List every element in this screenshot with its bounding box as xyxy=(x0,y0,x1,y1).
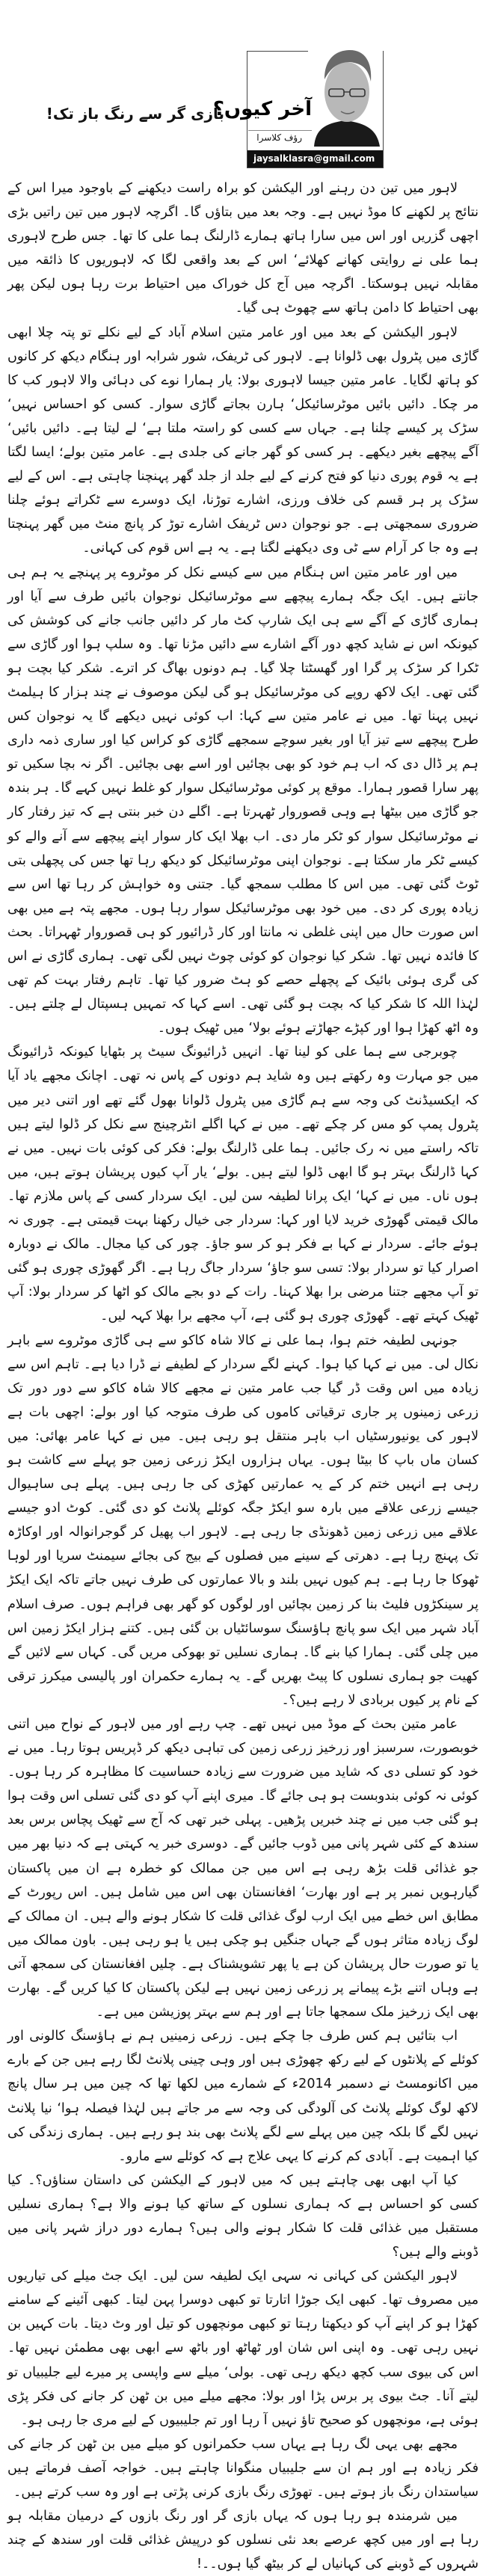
author-photo xyxy=(308,46,383,147)
article-paragraph: میں اور عامر متین اس ہنگام میں سے کیسے نکل کر موٹروے پر پہنچے یہ ہم ہی جانتے ہیں۔ ایک جگہ ہمارے پیچھے سے موٹرسائیکل نوجوان بائیں طرف سے آیا اور ہماری گاڑی کے آگے سے ہی ایک شارپ کٹ مار کر دائیں جانب جانے کی کوشش کی کیونکہ اس نے شاید کچھ دور آگے اشارے سے دائیں مڑنا تھا۔ وہ سلپ ہوا اور گاڑی سے ٹکرا کر سڑک پر گرا اور گھسٹتا چلا گیا۔ ہم دونوں بھاگ کر اترے۔ شکر کیا بچت ہو گئی تھی۔ ایک لاکھ روپے کی موٹرسائیکل ہو گی لیکن موصوف نے چند ہزار کا ہیلمٹ نہیں پہنا تھا۔ میں نے عامر متین سے کہا: اب کوئی نہیں دیکھے گا یہ نوجوان کس طرح پیچھے سے تیز آیا اور بغیر سوچے سمجھے گاڑی کو کراس کیا اور ساری ذمہ داری ہم پر ڈال دی کہ اب ہم خود کو بھی بچائیں اور اسے بھی بچائیں۔ اگر نہ بچا سکیں تو پھر سارا قصور ہمارا۔ موقع پر کوئی موٹرسائیکل سوار کو غلط نہیں کہے گا۔ ہر بندہ جو گاڑی میں بیٹھا ہے وہی قصوروار ٹھہرتا ہے۔ اگلے دن خبر بنتی ہے کہ تیز رفتار کار نے موٹرسائیکل سوار کو ٹکر مار دی۔ اب بھلا ایک کار سوار اپنے پیچھے سے آنے والے کو کیسے ٹکر مار سکتا ہے۔ نوجوان اپنی موٹرسائیکل کو دیکھ رہا تھا جس کی پچھلی بتی ٹوٹ گئی تھی۔ میں اس کا مطلب سمجھ گیا۔ جتنی وہ خواہش کر رہا تھا اس سے زیادہ پوری کر دی۔ میں خود بھی موٹرسائیکل سوار رہا ہوں۔ مجھے پتہ ہے میں بھی اس صورت حال میں اپنی غلطی نہ مانتا اور کار ڈرائیور کو ہی قصوروار ٹھہراتا۔ بحث کا فائدہ نہیں تھا۔ شکر کیا نوجوان کو کوئی چوٹ نہیں لگی تھی۔ ہماری گاڑی نے اس کی گری ہوئی بائیک کے پچھلے حصے کو ہٹ ضرور کیا تھا۔ تاہم رفتار بہت کم تھی لہٰذا اللہ کا شکر کیا کہ بچت ہو گئی تھی۔ اسے کہا کہ تمہیں ہسپتال لے چلتے ہیں۔ وہ اٹھ کھڑا ہوا اور کپڑے جھاڑتے ہوئے بولا‘ میں ٹھیک ہوں۔ xyxy=(7,565,479,1036)
article-paragraph: اب بتائیں ہم کس طرف جا چکے ہیں۔ زرعی زمینیں ہم نے ہاؤسنگ کالونی اور کوئلے کے پلانٹوں کے لیے رکھ چھوڑی ہیں اور وہی چینی پلانٹ لگا رہے ہیں جن کے بارے میں اکانومسٹ نے دسمبر 2014ء کے شمارے میں لکھا تھا کہ چین میں ہر سال پانچ لاکھ لوگ کوئلے پلانٹ کی آلودگی کی وجہ سے مر جاتے ہیں لہٰذا فیصلہ ہوا‘ نیا پلانٹ نہیں لگے گا بلکہ چین میں پہلے سے لگے پلانٹ بھی بند ہو رہے ہیں۔ ہماری زندگی کی کیا اہمیت ہے۔ آبادی کم کرنے کا یہی علاج ہے کہ کوئلے سے مارو۔ xyxy=(7,2029,479,2164)
article-paragraph: مجھے بھی یہی لگ رہا ہے یہاں سب حکمرانوں کو میلے میں بن ٹھن کر جانے کی فکر زیادہ ہے اور ہم ان سے جلیبیاں منگوانا چاہتے ہیں۔ خواجہ آصف فرماتے ہیں سیاستدان رنگ باز ہوتے ہیں۔ تھوڑی رنگ بازی کرنی پڑتی ہے اور وہ سب کرتے ہیں۔ xyxy=(7,2436,479,2500)
article-paragraph: چوبرجی سے ہما علی کو لینا تھا۔ انہیں ڈرائیونگ سیٹ پر بٹھایا کیونکہ ڈرائیونگ میں جو مہارت وہ رکھتے ہیں وہ شاید ہم دونوں کے پاس نہ تھی۔ اچانک مجھے یاد آیا کہ ایکسیڈنٹ کی وجہ سے ہم گاڑی میں پٹرول ڈلوانا بھول گئے تھے اور اتنی دیر میں پٹرول پمپ کو مس کر چکے تھے۔ میں نے کہا اگلے انٹرچینج سے نکل کر ڈلوا لیتے ہیں تاکہ راستے میں نہ رک جائیں۔ ہما علی ڈارلنگ بولے: فکر کی کوئی بات نہیں۔ میں نے کہا ڈارلنگ بہتر ہو گا ابھی ڈلوا لیتے ہیں۔ بولے‘ یار آپ کیوں پریشان ہوتے ہیں، میں ہوں ناں۔ میں نے کہا‘ ایک پرانا لطیفہ سن لیں۔ ایک سردار کسی کے پاس ملازم تھا۔ مالک قیمتی گھوڑی خرید لایا اور کہا: سردار جی خیال رکھنا بہت قیمتی ہے۔ چوری نہ ہوئے جائے۔ سردار نے کہا بے فکر ہو کر سو جاؤ۔ چور کی کیا مجال۔ مالک نے دوبارہ اصرار کیا تو سردار بولا: تسی سو جاؤ‘ سردار جاگ رہا ہے۔ اگر گھوڑی چوری ہو گئی تو آپ مجھے جتنا مرضی برا بھلا کہنا۔ رات کے دو بجے مالک کو اٹھا کر سردار بولا: آپ ٹھیک کہتے تھے۔ گھوڑی چوری ہو گئی ہے، آپ مجھے برا بھلا کہہ لیں۔ xyxy=(7,1045,479,1324)
author-name: رؤف کلاسرا xyxy=(256,132,302,143)
author-email[interactable]: jaysalklasra@gmail.com xyxy=(247,150,383,167)
article-headline: بازی گر سے رنگ باز تک! xyxy=(46,105,224,123)
article-paragraph: جونہی لطیفہ ختم ہوا، ہما علی نے کالا شاہ کاکو سے ہی گاڑی موٹروے سے باہر نکال لی۔ میں نے کہا کیا ہوا۔ کہنے لگے سردار کے لطیفے نے ڈرا دیا ہے۔ تاہم اس سے زیادہ میں اس وقت ڈر گیا جب عامر متین نے مجھے کالا شاہ کاکو سے دور دور تک زرعی زمینوں پر جاری ترقیاتی کاموں کی طرف متوجہ کیا اور بولے: اچھی بات ہے لاہور کی یونیورسٹیاں اب باہر منتقل ہو رہی ہیں۔ میں نے کہا عامر بھائی: میں کسان ماں باپ کا بیٹا ہوں۔ یہاں ہزاروں ایکڑ زرعی زمین جو پہلے سے کاشت ہو رہی ہے انہیں ختم کر کے یہ عمارتیں کھڑی کی جا رہی ہیں۔ پہلے ہی ساہیوال جیسے زرعی علاقے میں بارہ سو ایکڑ جگہ کوئلے پلانٹ کو دی گئی۔ کوٹ ادو جیسے علاقے میں زرعی زمین ڈھونڈی جا رہی ہے۔ لاہور اب پھیل کر گوجرانوالہ اور اوکاڑہ تک پہنچ رہا ہے۔ دھرتی کے سینے میں فصلوں کے بیج کی بجائے سیمنٹ سریا اور لوہا ٹھوکا جا رہا ہے۔ ہم کیوں نہیں بلند و بالا عمارتوں کی طرف نہیں جاتے تاکہ ایک ایکڑ پر سینکڑوں فلیٹ بنا کر زمین بچائیں اور لوگوں کو گھر بھی فراہم ہوں۔ صرف اسلام آباد شہر میں ایک سو پانچ ہاؤسنگ سوسائٹیاں بن گئی ہیں۔ کتنے ہزار ایکڑ زمین اس میں چلی گئی۔ ہمارا کیا بنے گا۔ ہماری نسلیں تو بھوکی مریں گی۔ کہاں سے لائیں گے کھیت جو ہماری نسلوں کا پیٹ بھریں گے۔ یہ ہمارے حکمران اور پالیسی میکرز ترقی کے نام پر کیوں بربادی لا رہے ہیں؟۔ xyxy=(7,1332,479,1708)
column-header-box xyxy=(212,51,384,168)
article-paragraph: لاہور میں تین دن رہنے اور الیکشن کو براہ راست دیکھنے کے باوجود میرا اس کے نتائج پر لکھنے کا موڈ نہیں ہے۔ وجہ بعد میں بتاؤں گا۔ اگرچہ لاہور میں تین راتیں بڑی اچھی گزریں اور اس میں سارا ہاتھ ہمارے ڈارلنگ ہما علی کا تھا۔ جس طرح لاہوری ہما علی نے روایتی کھانے کھلائے‘ اس کے بعد واقعی لگا کہ لاہوریوں کا ذائقہ میں مقابلہ نہیں ہوسکتا۔ اگرچہ میں آج کل خوراک میں احتیاط برت رہا ہوں لیکن پھر بھی احتیاط کا دامن ہاتھ سے چھوٹ ہی گیا۔ xyxy=(7,181,479,316)
article-paragraph: عامر متین بحث کے موڈ میں نہیں تھے۔ چپ رہے اور میں لاہور کے نواح میں اتنی خوبصورت، سرسبز اور زرخیز زرعی زمین کی تباہی دیکھ کر ڈپریس ہوتا رہا۔ میں نے خود کو تسلی دی کہ شاید میں ضرورت سے زیادہ حساسیت کا مظاہرہ کر رہا ہوں۔ کوئی نہ کوئی بندوبست ہو ہی جائے گا۔ میری اپنے آپ کو دی گئی تسلی اس وقت ہوا ہو گئی جب میں نے چند خبریں پڑھیں۔ پہلی خبر تھی کہ آج سے ٹھیک پچاس برس بعد سندھ کے کئی شہر پانی میں ڈوب جائیں گے۔ دوسری خبر یہ کہتی ہے کہ دنیا بھر میں جو غذائی قلت بڑھ رہی ہے اس میں جن ممالک کو خطرہ ہے ان میں پاکستان گیارہویں نمبر پر ہے اور بھارت‘ افغانستان بھی اس میں شامل ہیں۔ اس رپورٹ کے مطابق اس خطے میں ایک ارب لوگ غذائی قلت کا شکار ہونے والے ہیں۔ ان ممالک کے لوگ زیادہ متاثر ہوں گے جہاں جنگیں ہو چکی ہیں یا ہو رہی ہیں۔ باون ممالک میں یا تو صورت حال پریشان کن ہے یا پھر تشویشناک ہے۔ چلیں افغانستان کی سمجھ آتی ہے وہاں اتنے بڑے پیمانے پر زرعی زمین نہیں ہے لیکن پاکستان کا کیا کریں گے۔ بھارت بھی ایک زرخیز ملک سمجھا جاتا ہے اور ہم سے بہتر پوزیشن میں ہے۔ xyxy=(7,1717,479,2020)
article-paragraph: کیا آپ ابھی بھی چاہتے ہیں کہ میں لاہور کے الیکشن کی داستان سناؤں؟۔ کیا کسی کو احساس ہے کہ ہماری نسلوں کے ساتھ کیا ہونے والا ہے؟ ہماری نسلیں مستقبل میں غذائی قلت کا شکار ہونے والی ہیں؟ ہمارے دور دراز شہر پانی میں ڈوبنے والے ہیں؟ xyxy=(7,2172,479,2260)
article-paragraph: میں شرمندہ ہو رہا ہوں کہ یہاں بازی گر اور رنگ بازوں کے درمیان مقابلہ ہو رہا ہے اور میں کچھ عرصے بعد نئی نسلوں کو درپیش غذائی قلت اور سندھ کے چند شہروں کے ڈوبنے کی کہانیاں لے کر بیٹھ گیا ہوں۔۔! xyxy=(7,2509,479,2572)
column-series-title: آخر کیوں؟ xyxy=(212,98,312,120)
article-paragraph: لاہور الیکشن کے بعد میں اور عامر متین اسلام آباد کے لیے نکلے تو پتہ چلا ابھی گاڑی میں پٹرول بھی ڈلوانا ہے۔ لاہور کی ٹریفک، شور شرابہ اور ہنگام دیکھ کر کانوں کو ہاتھ لگایا۔ عامر متین جیسا لاہوری بولا: یار ہمارا نوے کی دہائی والا لاہور کب کا مر چکا۔ دائیں بائیں موٹرسائیکل‘ ہارن بجاتے گاڑی سوار۔ کسی کو احساس نہیں‘ سڑک پر کیسے چلنا ہے۔ جہاں سے کسی کو راستہ ملتا ہے‘ لے لیتا ہے۔ دائیں بائیں‘ آگے پیچھے بغیر دیکھے۔ ہر کسی کو گھر جانے کی جلدی ہے۔ عامر متین بولے؛ ایسا لگتا ہے یہ قوم پوری دنیا کو فتح کرنے کے لیے جلد از جلد گھر پہنچنا چاہتی ہے۔ اس کے لیے سڑک پر ہر قسم کی خلاف ورزی، اشارے توڑنا، ایک دوسرے سے ٹکراتے ہوئے چلنا ضروری سمجھتی ہے۔ جو نوجوان دس ٹریفک اشارے توڑ کر پانچ منٹ میں گھر پہنچتا ہے وہ جا کر آرام سے ٹی وی دیکھنے لگتا ہے۔ یہ ہے اس قوم کی کہانی۔ xyxy=(7,325,479,556)
byline-divider xyxy=(248,130,312,131)
article-body xyxy=(7,176,479,2576)
article-paragraph: لاہور الیکشن کی کہانی نہ سہی ایک لطیفہ سن لیں۔ ایک جٹ میلے کی تیاریوں میں مصروف تھا۔ کبھی ایک جوڑا اتارتا تو کبھی دوسرا پہن لیتا۔ کبھی آئینے کے سامنے کھڑا ہو کر اپنے آپ کو دیکھتا رہتا تو کبھی مونچھوں کو تیل اور وٹ دیتا۔ بات کہیں بن نہیں رہی تھی۔ وہ اپنی اس شان اور ٹھاٹھ اور باٹھ سے ابھی بھی مطمئن نہیں تھا۔ اس کی بیوی سب کچھ دیکھ رہی تھی۔ بولی‘ میلے سے واپسی پر میرے لیے جلیبیاں تو لیتے آنا۔ جٹ بیوی پر برس پڑا اور بولا: مجھے میلے میں بن ٹھن کر جانے کی فکر پڑی ہوئی ہے، مونچھوں کو صحیح تاؤ نہیں آ رہا اور تم جلیبیوں کے لیے مری جا رہی ہو۔ xyxy=(7,2269,479,2428)
